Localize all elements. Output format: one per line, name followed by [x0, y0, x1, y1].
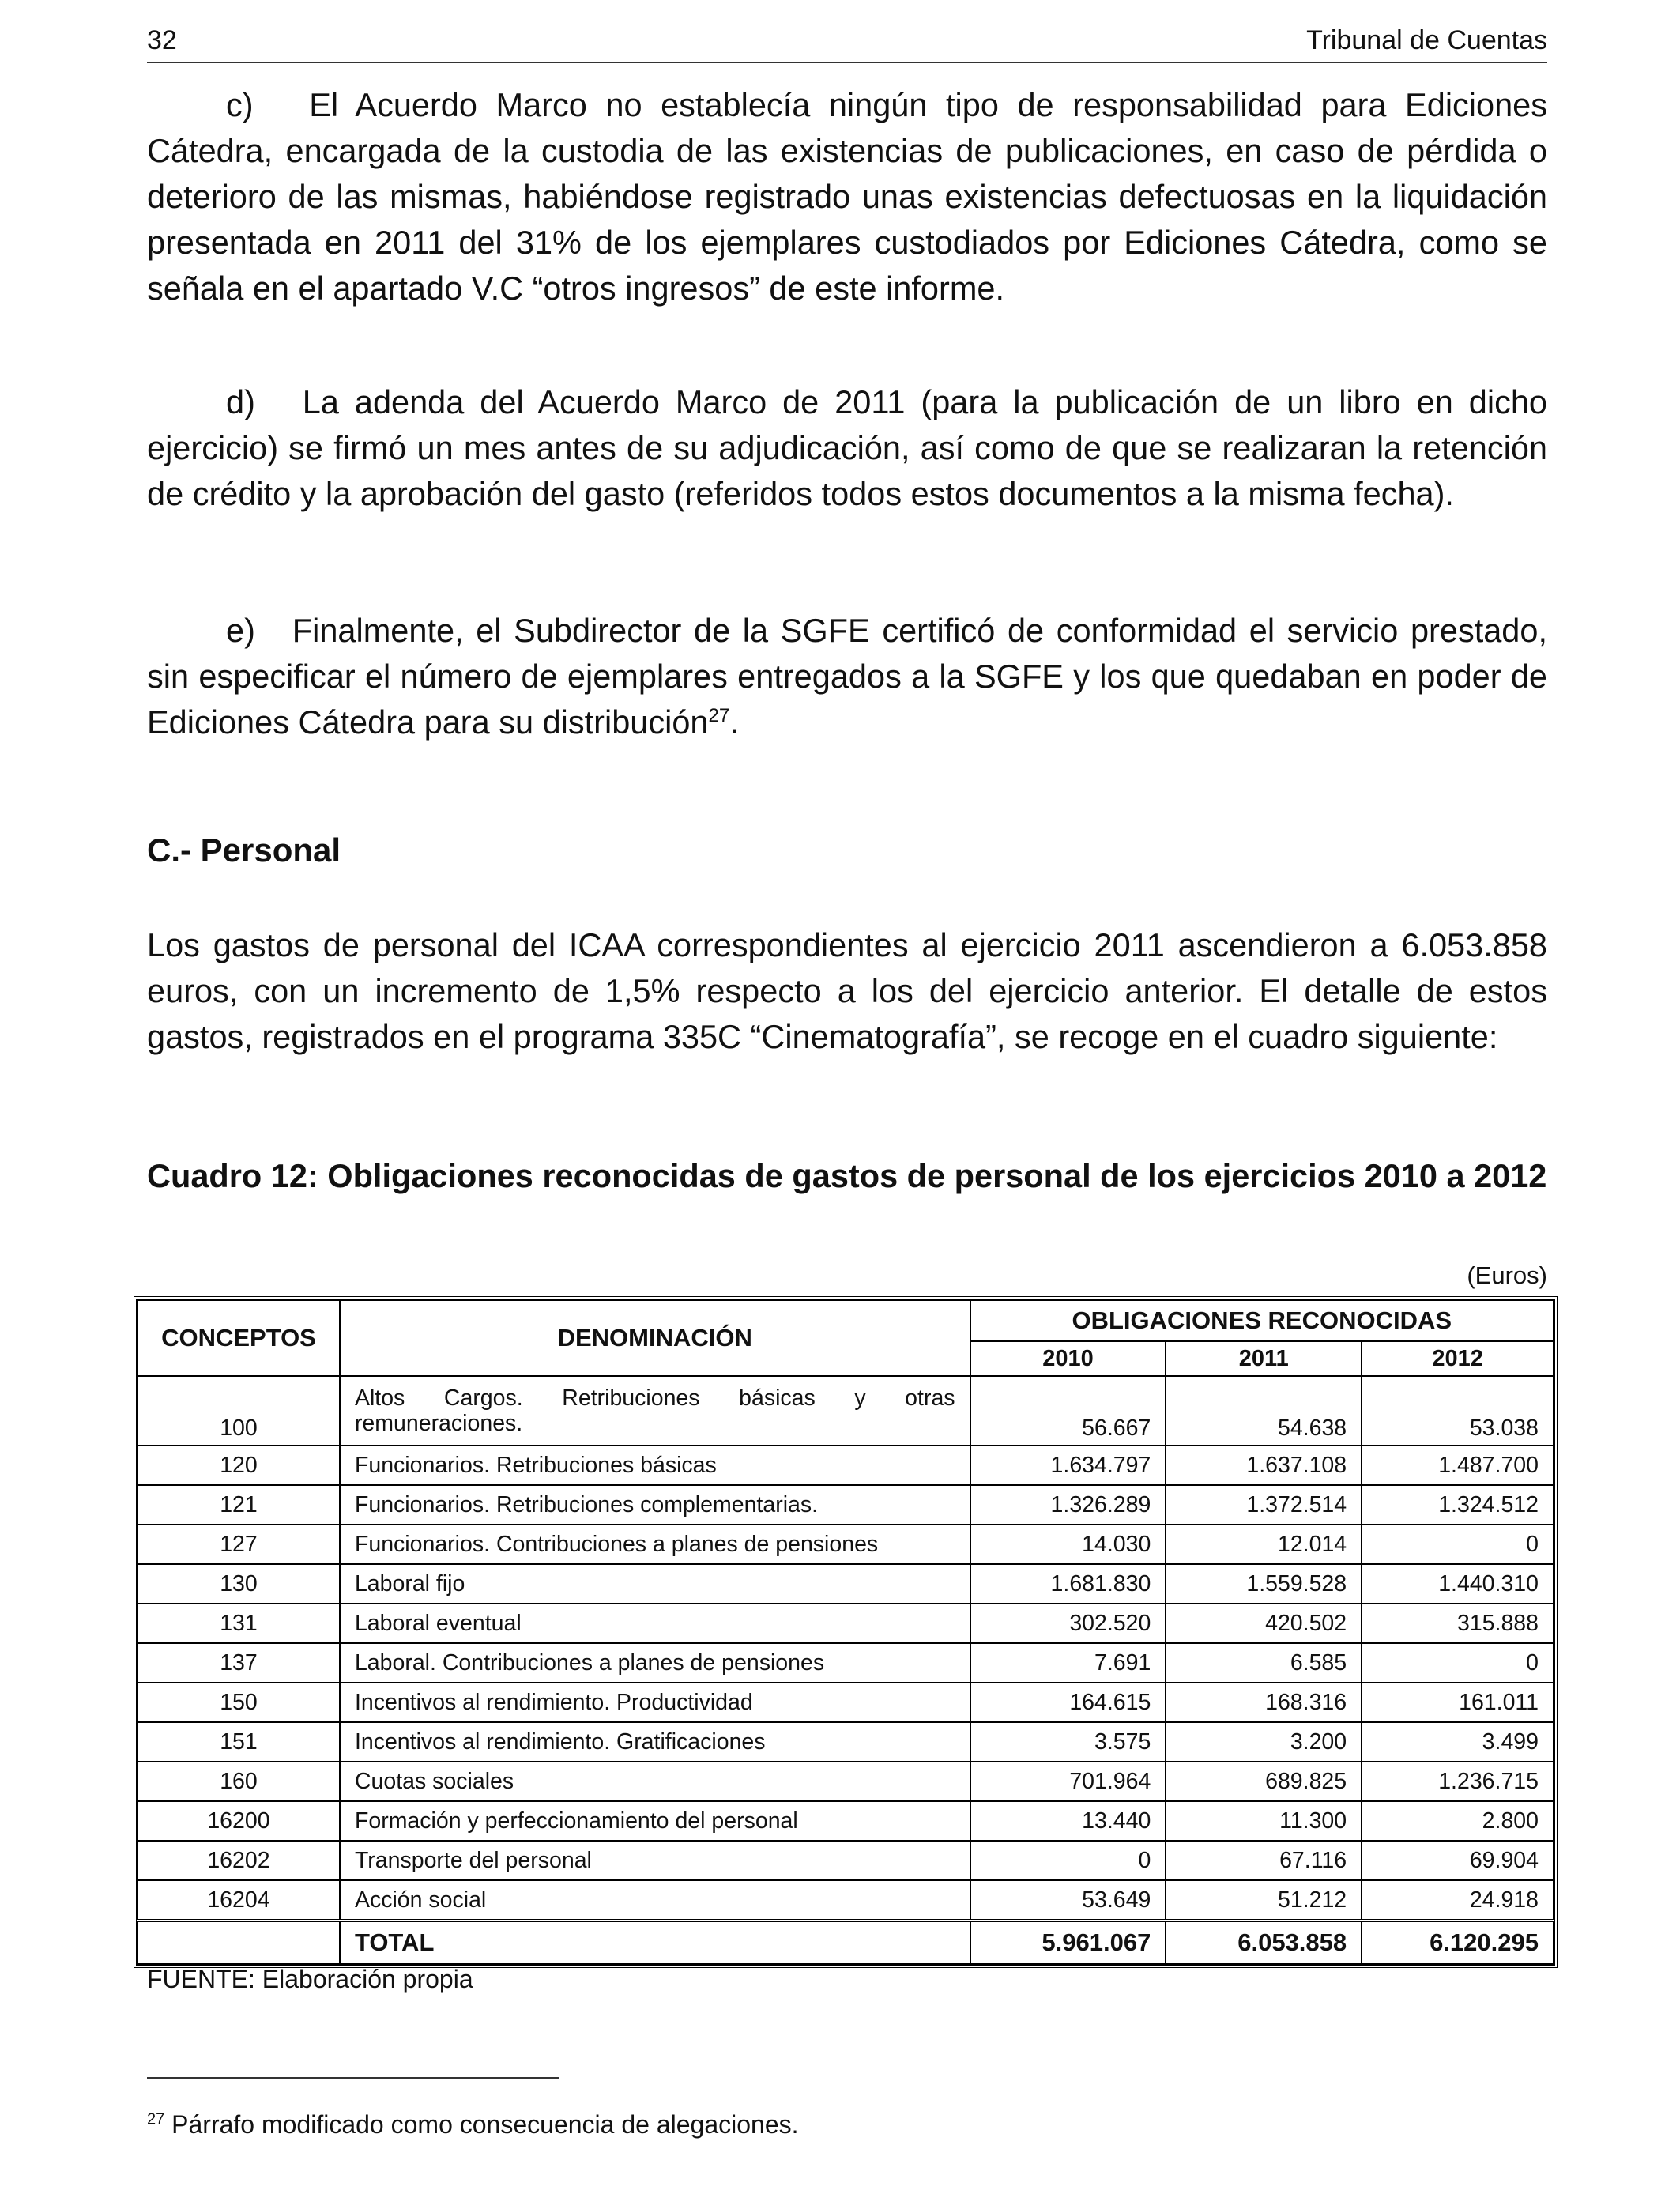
header-year-2010: 2010 [970, 1341, 1166, 1376]
total-row [137, 1921, 1554, 1964]
paragraph-e-end: . [729, 703, 739, 741]
row-denomination: Cuotas sociales [340, 1762, 970, 1801]
row-code: 130 [137, 1564, 340, 1604]
paragraph-c: c) El Acuerdo Marco no establecía ningún tipo de responsabilidad para Ediciones Cátedra, encargada de la custodia de las existencias de publicaciones, en caso de pérdida o deterioro de las mismas, habiéndose registrado unas existencias defectuosas en la liquidación presentada en 2011 del 31% de los ejemplares custodiados por Ediciones Cátedra, como se señala en el apartado V.C “otros ingresos” de este informe. [147, 86, 1547, 307]
row-denomination: Laboral eventual [340, 1604, 970, 1643]
table-row [137, 1801, 1554, 1841]
expenses-table [137, 1299, 1554, 1965]
row-value-2012: 1.487.700 [1362, 1446, 1554, 1485]
table-row [137, 1722, 1554, 1762]
row-value-2010: 1.326.289 [970, 1485, 1166, 1525]
row-value-2010: 56.667 [970, 1376, 1166, 1446]
row-denomination: Incentivos al rendimiento. Productividad [340, 1683, 970, 1722]
table-row [137, 1762, 1554, 1801]
total-value-2012: 6.120.295 [1362, 1921, 1554, 1964]
table-row [137, 1564, 1554, 1604]
table-container [134, 1296, 1558, 1968]
row-denomination: Funcionarios. Retribuciones básicas [340, 1446, 970, 1485]
row-value-2012: 161.011 [1362, 1683, 1554, 1722]
row-code: 127 [137, 1525, 340, 1564]
row-value-2010: 3.575 [970, 1722, 1166, 1762]
row-value-2010: 302.520 [970, 1604, 1166, 1643]
paragraph-e-text: e) Finalmente, el Subdirector de la SGFE certificó de conformidad el servicio prestado, sin especificar el número de ejemplares entregados a la SGFE y los que quedaban en poder de Ediciones Cátedra para su distribución [147, 612, 1547, 741]
row-value-2011: 11.300 [1166, 1801, 1362, 1841]
table-row [137, 1841, 1554, 1880]
row-code: 131 [137, 1604, 340, 1643]
table-units: (Euros) [1467, 1261, 1547, 1289]
row-code: 16204 [137, 1880, 340, 1921]
row-value-2011: 1.559.528 [1166, 1564, 1362, 1604]
row-code: 120 [137, 1446, 340, 1485]
row-denomination: Formación y perfeccionamiento del personal [340, 1801, 970, 1841]
header-title: Tribunal de Cuentas [1306, 25, 1547, 55]
row-value-2012: 1.440.310 [1362, 1564, 1554, 1604]
row-value-2012: 1.324.512 [1362, 1485, 1554, 1525]
row-value-2012: 2.800 [1362, 1801, 1554, 1841]
row-value-2011: 6.585 [1166, 1643, 1362, 1683]
table-row [137, 1376, 1554, 1446]
header-obligaciones: OBLIGACIONES RECONOCIDAS [970, 1300, 1554, 1341]
row-value-2011: 54.638 [1166, 1376, 1362, 1446]
row-value-2012: 0 [1362, 1525, 1554, 1564]
row-denomination: Funcionarios. Retribuciones complementarias. [340, 1485, 970, 1525]
row-code: 160 [137, 1762, 340, 1801]
header-conceptos: CONCEPTOS [137, 1300, 340, 1376]
row-denomination: Laboral fijo [340, 1564, 970, 1604]
row-value-2011: 12.014 [1166, 1525, 1362, 1564]
table-source: FUENTE: Elaboración propia [147, 1965, 473, 1993]
footnote-divider [147, 2077, 559, 2079]
row-value-2011: 3.200 [1166, 1722, 1362, 1762]
total-value-2010: 5.961.067 [970, 1921, 1166, 1964]
row-value-2012: 3.499 [1362, 1722, 1554, 1762]
total-code-empty [137, 1921, 340, 1964]
row-value-2012: 69.904 [1362, 1841, 1554, 1880]
table-row [137, 1525, 1554, 1564]
section-heading: C.- Personal [147, 831, 341, 869]
row-code: 121 [137, 1485, 340, 1525]
footnote-number: 27 [147, 2110, 165, 2128]
table-row [137, 1683, 1554, 1722]
header-year-2012: 2012 [1362, 1341, 1554, 1376]
row-denomination: Incentivos al rendimiento. Gratificaciones [340, 1722, 970, 1762]
section-intro: Los gastos de personal del ICAA correspondientes al ejercicio 2011 ascendieron a 6.053.858 euros, con un incremento de 1,5% respecto a los del ejercicio anterior. El detalle de estos gastos, registrados en el programa 335C “Cinematografía”, se recoge en el cuadro siguiente: [147, 926, 1547, 1055]
table-row [137, 1643, 1554, 1683]
table-row [137, 1446, 1554, 1485]
row-code: 150 [137, 1683, 340, 1722]
page-number: 32 [147, 25, 177, 55]
row-value-2010: 1.681.830 [970, 1564, 1166, 1604]
table-row [137, 1485, 1554, 1525]
table-row [137, 1880, 1554, 1921]
row-denomination: Funcionarios. Contribuciones a planes de pensiones [340, 1525, 970, 1564]
row-value-2012: 53.038 [1362, 1376, 1554, 1446]
row-value-2010: 164.615 [970, 1683, 1166, 1722]
total-label: TOTAL [340, 1921, 970, 1964]
row-code: 16202 [137, 1841, 340, 1880]
page-header [147, 24, 1547, 63]
row-value-2011: 168.316 [1166, 1683, 1362, 1722]
row-value-2012: 24.918 [1362, 1880, 1554, 1921]
paragraph-e [147, 608, 1547, 745]
row-value-2012: 315.888 [1362, 1604, 1554, 1643]
header-denominacion: DENOMINACIÓN [340, 1300, 970, 1376]
table-title: Cuadro 12: Obligaciones reconocidas de gastos de personal de los ejercicios 2010 a 2012 [147, 1157, 1547, 1194]
paragraph-d: d) La adenda del Acuerdo Marco de 2011 (para la publicación de un libro en dicho ejercicio) se firmó un mes antes de su adjudicación, así como de que se realizaran la retención de crédito y la aprobación del gasto (referidos todos estos documentos a la misma fecha). [147, 383, 1547, 512]
row-value-2010: 1.634.797 [970, 1446, 1166, 1485]
row-value-2010: 14.030 [970, 1525, 1166, 1564]
row-value-2011: 420.502 [1166, 1604, 1362, 1643]
footnote-reference: 27 [708, 705, 730, 727]
footnote [147, 2110, 799, 2139]
row-value-2012: 1.236.715 [1362, 1762, 1554, 1801]
total-value-2011: 6.053.858 [1166, 1921, 1362, 1964]
row-value-2011: 689.825 [1166, 1762, 1362, 1801]
row-value-2010: 7.691 [970, 1643, 1166, 1683]
row-denomination: Transporte del personal [340, 1841, 970, 1880]
row-value-2010: 13.440 [970, 1801, 1166, 1841]
row-denomination: Laboral. Contribuciones a planes de pensiones [340, 1643, 970, 1683]
table-row [137, 1604, 1554, 1643]
row-value-2010: 53.649 [970, 1880, 1166, 1921]
row-value-2011: 51.212 [1166, 1880, 1362, 1921]
row-value-2011: 1.372.514 [1166, 1485, 1362, 1525]
row-value-2010: 0 [970, 1841, 1166, 1880]
row-value-2012: 0 [1362, 1643, 1554, 1683]
row-value-2011: 67.116 [1166, 1841, 1362, 1880]
footnote-text: Párrafo modificado como consecuencia de alegaciones. [164, 2110, 799, 2139]
row-code: 100 [137, 1376, 340, 1446]
row-value-2011: 1.637.108 [1166, 1446, 1362, 1485]
row-value-2010: 701.964 [970, 1762, 1166, 1801]
row-code: 137 [137, 1643, 340, 1683]
row-denomination: Altos Cargos. Retribuciones básicas y otras remuneraciones. [340, 1376, 970, 1446]
row-code: 151 [137, 1722, 340, 1762]
header-year-2011: 2011 [1166, 1341, 1362, 1376]
row-code: 16200 [137, 1801, 340, 1841]
row-denomination: Acción social [340, 1880, 970, 1921]
